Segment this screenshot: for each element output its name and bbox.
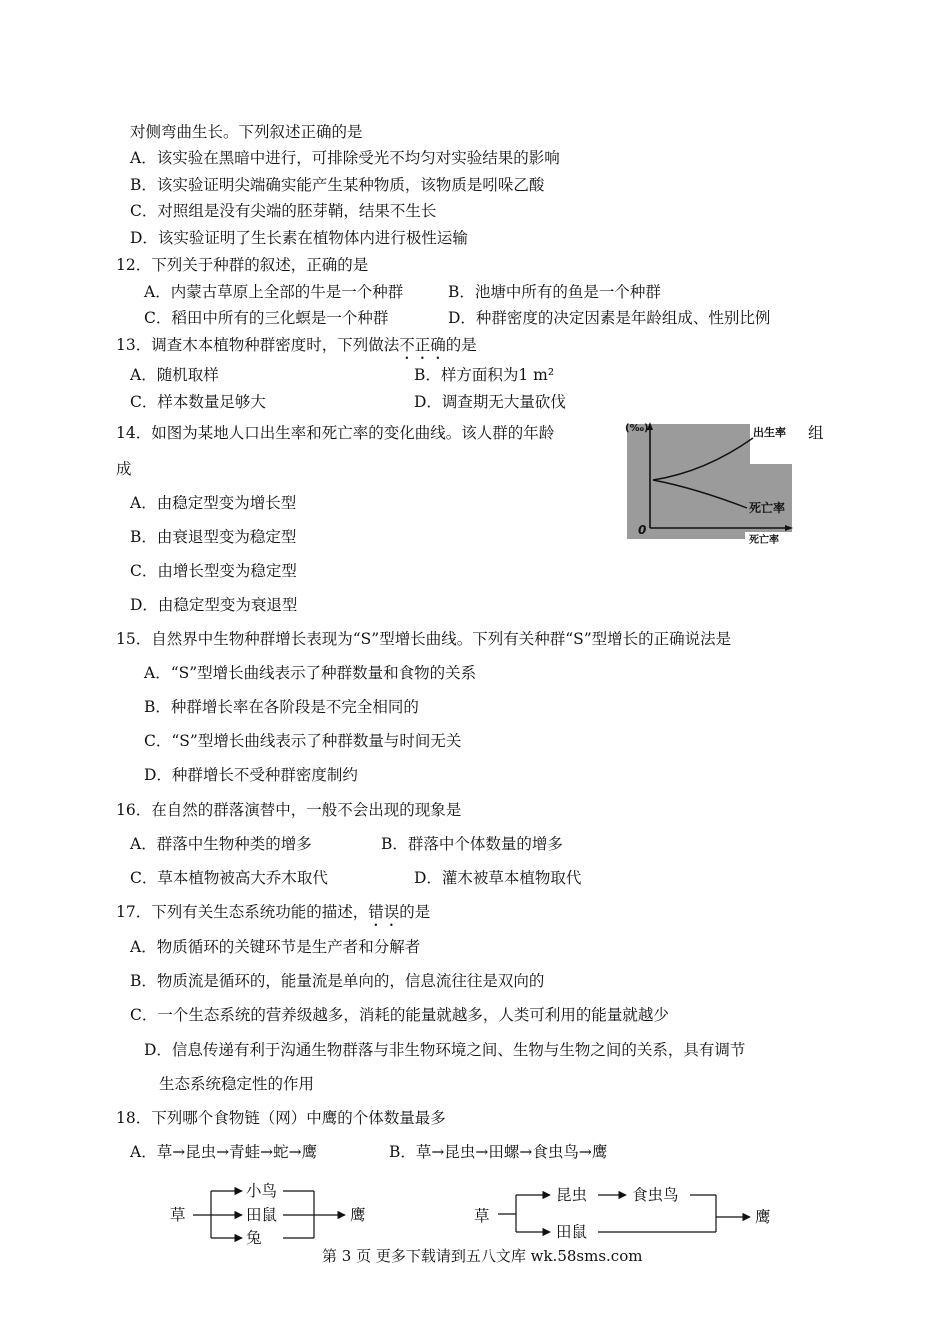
q11-option-a: A．该实验在黑暗中进行，可排除受光不均匀对实验结果的影响	[130, 149, 560, 167]
page-footer: 第 3 页 更多下载请到五八文库 wk.58sms.com	[322, 1247, 643, 1265]
birth-rate-label: 出生率	[753, 426, 786, 439]
q16-option-c: C．草本植物被高大乔木取代	[130, 869, 328, 887]
web-c-rabbit: 兔	[246, 1229, 262, 1247]
q18-stem: 18．下列哪个食物链（网）中鹰的个体数量最多	[116, 1109, 446, 1127]
q11-option-c: C．对照组是没有尖端的胚芽鞘，结果不生长	[130, 202, 437, 220]
q16-option-a: A．群落中生物种类的增多	[130, 835, 312, 853]
q14-option-d: D．由稳定型变为衰退型	[130, 596, 298, 614]
q14-stem: 14．如图为某地人口出生率和死亡率的变化曲线。该人群的年龄	[116, 424, 555, 442]
q11-option-d: D．该实验证明了生长素在植物体内进行极性运输	[130, 229, 468, 247]
q12-option-c: C．稻田中所有的三化螟是一个种群	[144, 309, 389, 327]
q13-option-b: B．样方面积为1 m²	[414, 366, 555, 384]
q13-stem-emphasis: 不正确	[399, 336, 446, 354]
q16-stem: 16．在自然的群落演替中，一般不会出现的现象是	[116, 801, 462, 819]
q17-option-d-line2: 生态系统稳定性的作用	[159, 1075, 315, 1093]
q17-stem-post: 的是	[399, 903, 431, 921]
web-d-grass: 草	[474, 1207, 490, 1225]
food-web-c	[170, 1182, 366, 1247]
q14-option-c: C．由增长型变为稳定型	[130, 562, 297, 580]
q13-stem	[116, 335, 477, 363]
q17-option-c: C．一个生态系统的营养级越多，消耗的能量就越多，人类可利用的能量就越少	[130, 1006, 669, 1024]
q18-option-a: A．草→昆虫→青蛙→蛇→鹰	[130, 1143, 318, 1161]
q11-stem-end: 对侧弯曲生长。下列叙述正确的是	[130, 123, 363, 141]
q14-stem-line2: 成	[116, 460, 132, 478]
q13-stem-pre: 13．调查木本植物种群密度时，下列做法	[116, 336, 400, 354]
web-c-bird: 小鸟	[246, 1182, 278, 1200]
q15-option-b: B．种群增长率在各阶段是不完全相同的	[144, 698, 419, 716]
q17-option-a: A．物质循环的关键环节是生产者和分解者	[130, 938, 421, 956]
q12-option-b: B．池塘中所有的鱼是一个种群	[448, 283, 661, 301]
y-axis-label: (‰)	[625, 423, 649, 434]
web-d-eagle: 鹰	[755, 1208, 771, 1226]
q13-option-a: A．随机取样	[130, 366, 219, 384]
food-web-d	[474, 1186, 771, 1241]
q12-option-d: D．种群密度的决定因素是年龄组成、性别比例	[448, 309, 771, 327]
q16-option-b: B．群落中个体数量的增多	[381, 835, 563, 853]
q12-stem: 12．下列关于种群的叙述，正确的是	[116, 256, 369, 274]
q15-option-d: D．种群增长不受种群密度制约	[144, 766, 358, 784]
q13-option-c: C．样本数量足够大	[130, 393, 266, 411]
web-c-eagle: 鹰	[350, 1206, 366, 1224]
q16-option-d: D．灌木被草本植物取代	[414, 869, 582, 887]
q13-option-d: D．调查期无大量砍伐	[414, 393, 566, 411]
q15-option-a: A．“S”型增长曲线表示了种群数量和食物的关系	[144, 664, 477, 682]
q14-birth-death-chart	[625, 420, 795, 545]
q15-stem: 15．自然界中生物种群增长表现为“S”型增长曲线。下列有关种群“S”型增长的正确说法是	[116, 630, 732, 648]
q15-option-c: C．“S”型增长曲线表示了种群数量与时间无关	[144, 732, 462, 750]
q13-stem-post: 的是	[445, 336, 477, 354]
q17-stem	[116, 902, 430, 930]
web-c-vole: 田鼠	[246, 1206, 278, 1224]
q17-stem-pre: 17．下列有关生态系统功能的描述，	[116, 903, 369, 921]
q14-option-a: A．由稳定型变为增长型	[130, 494, 297, 512]
q18-option-b: B．草→昆虫→田螺→食虫鸟→鹰	[389, 1143, 608, 1161]
web-d-insectivorous-bird: 食虫鸟	[632, 1186, 679, 1204]
web-d-vole: 田鼠	[556, 1223, 588, 1241]
q14-option-b: B．由衰退型变为稳定型	[130, 528, 297, 546]
web-d-insect: 昆虫	[556, 1186, 588, 1204]
web-c-grass: 草	[170, 1206, 186, 1224]
q14-stem-tail: 组	[808, 424, 824, 442]
q17-option-b: B．物质流是循环的，能量流是单向的，信息流往往是双向的	[130, 972, 545, 990]
q11-option-b: B．该实验证明尖端确实能产生某种物质，该物质是吲哚乙酸	[130, 176, 545, 194]
x-axis-label: 死亡率	[749, 535, 779, 545]
q12-option-a: A．内蒙古草原上全部的牛是一个种群	[144, 283, 404, 301]
food-web-diagrams	[0, 1172, 950, 1252]
death-rate-label: 死亡率	[749, 501, 786, 515]
q17-option-d-line1: D．信息传递有利于沟通生物群落与非生物环境之间、生物与生物之间的关系，具有调节	[144, 1041, 746, 1059]
origin-label: 0	[638, 523, 647, 537]
q17-stem-emphasis: 错误	[368, 903, 400, 921]
